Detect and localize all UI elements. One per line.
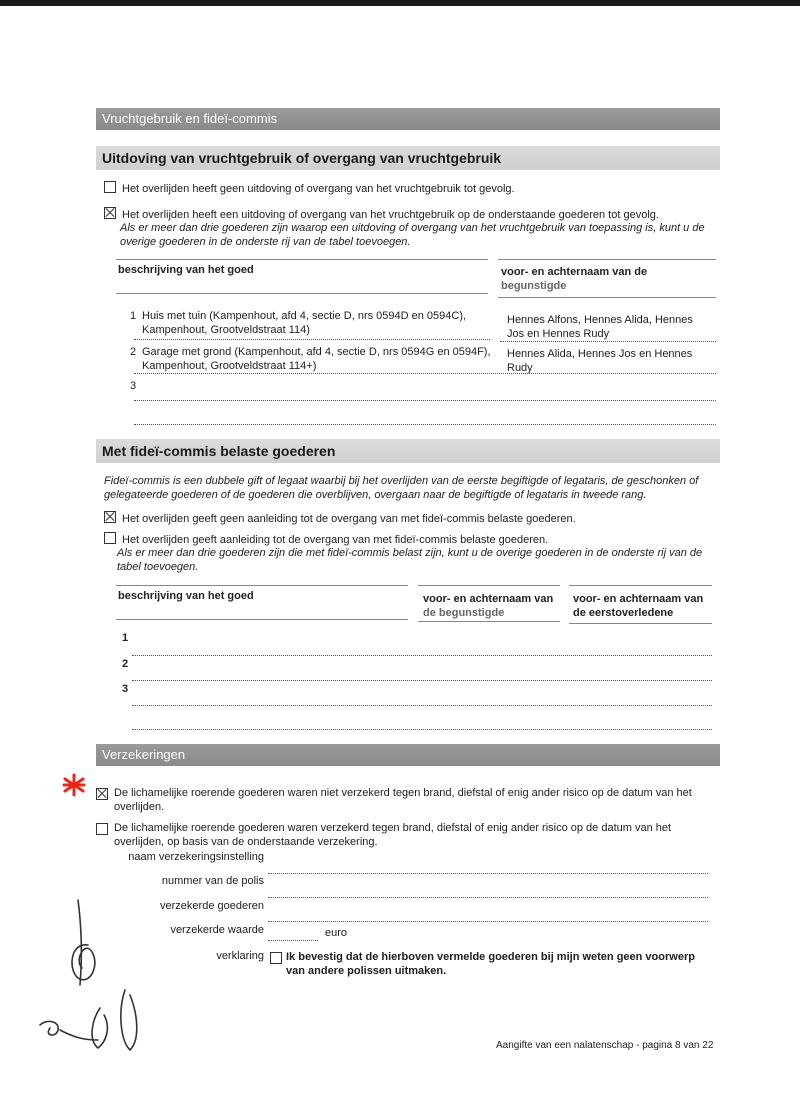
table1-row-num: 2 <box>130 346 137 358</box>
option-niet-verzekerd[interactable]: De lichamelijke roerende goederen waren niet verzekerd tegen brand, diefstal of enig ander risico op de datum van het overlijden. <box>96 786 708 814</box>
table2-col-deceased-header-sub: de eerstoverledene <box>573 607 674 619</box>
table1-row-num: 1 <box>130 310 137 322</box>
subsection-fideicommis: Met fideï-commis belaste goederen <box>96 439 720 463</box>
field-value-label: verzekerde waarde <box>170 924 264 936</box>
table1-col-beneficiary-header-sub: begunstigde <box>501 280 567 292</box>
table2-col-description-header: beschrijving van het goed <box>118 590 254 602</box>
currency-label: euro <box>325 927 348 939</box>
footer-page-info: Aangifte van een nalatenschap - pagina 8 van 22 <box>496 1040 714 1051</box>
checkbox-empty-icon[interactable] <box>270 952 282 964</box>
table1-row1-desc-line1: Huis met tuin (Kampenhout, afd 4, sectie D, nrs 0594D en 0594C), <box>142 310 467 322</box>
table1-row2-desc-line1: Garage met grond (Kampenhout, afd 4, sectie D, nrs 0594G en 0594F), <box>142 346 491 358</box>
asterisk-mark-icon <box>62 773 86 797</box>
handwritten-signature-icon <box>30 890 150 1070</box>
checkbox-empty-icon[interactable] <box>96 823 108 835</box>
checkbox-empty-icon[interactable] <box>104 532 116 544</box>
table1-row2-desc-line2: Kampenhout, Grootveldstraat 114+) <box>142 360 317 372</box>
option-fideicommis[interactable]: Het overlijden geeft aanleiding tot de overgang van met fideï-commis belaste goederen. <box>104 532 724 547</box>
option-geen-uitdoving[interactable]: Het overlijden heeft geen uitdoving of overgang van het vruchtgebruik tot gevolg. <box>104 181 724 196</box>
option-uitdoving[interactable]: Het overlijden heeft een uitdoving of overgang van het vruchtgebruik op de onderstaande goederen tot gevolg. <box>104 207 724 222</box>
table2-row-num: 2 <box>122 658 129 670</box>
checkbox-empty-icon[interactable] <box>104 181 116 193</box>
table2-col-deceased-header: voor- en achternaam van <box>573 593 704 605</box>
section-bar-verzekeringen: Verzekeringen <box>96 744 720 766</box>
field-goods-label: verzekerde goederen <box>160 900 264 912</box>
section-bar-vruchtgebruik: Vruchtgebruik en fideï-commis <box>96 108 720 130</box>
checkbox-checked-icon[interactable] <box>104 511 116 523</box>
option-geen-fideicommis[interactable]: Het overlijden geeft geen aanleiding tot de overgang van met fideï-commis belaste goederen. <box>104 511 724 526</box>
field-value-input[interactable] <box>268 940 318 941</box>
subsection-uitdoving: Uitdoving van vruchtgebruik of overgang van vruchtgebruik <box>96 146 720 170</box>
field-goods-input[interactable] <box>268 921 708 922</box>
table1-col-description-header: beschrijving van het goed <box>118 264 254 276</box>
table2-row-num: 1 <box>122 632 129 644</box>
field-policy-label: nummer van de polis <box>161 875 264 887</box>
declaration-option[interactable]: Ik bevestig dat de hierboven vermelde goederen bij mijn weten geen voorwerp van andere polissen uitmaken. <box>270 950 710 978</box>
option-fideicommis-note: Als er meer dan drie goederen zijn die met fideï-commis belast zijn, kunt u de overige goederen in de onderste rij van de tabel toevoegen. <box>117 547 703 573</box>
field-insurer-label: naam verzekeringsinstelling <box>128 851 264 863</box>
option-wel-verzekerd[interactable]: De lichamelijke roerende goederen waren verzekerd tegen brand, diefstal of enig ander risico op de datum van het overlijden, op basis van de onderstaande verzekering. <box>96 821 708 849</box>
field-policy-input[interactable] <box>268 897 708 898</box>
fideicommis-intro: Fideï-commis is een dubbele gift of legaat waarbij bij het overlijden van de eerste begiftigde of legataris, de geschonken of gelegateerde goederen of de goederen die overblijven, overgaan naar de begiftigde of legataris in tweede rang. <box>104 475 699 501</box>
checkbox-checked-icon[interactable] <box>104 207 116 219</box>
table1-row1-desc-line2: Kampenhout, Grootveldstraat 114) <box>142 324 310 336</box>
table2-col-beneficiary-header: voor- en achternaam van <box>423 593 554 605</box>
declaration-label: verklaring <box>216 950 264 962</box>
table1-row1-name-line1: Hennes Alfons, Hennes Alida, Hennes <box>507 314 693 326</box>
scan-top-edge <box>0 0 800 6</box>
table1-col-beneficiary-header: voor- en achternaam van de <box>501 266 648 278</box>
table2-row-num: 3 <box>122 683 129 695</box>
table2-col-beneficiary-header-sub: de begunstigde <box>423 607 505 619</box>
table1-row2-name-line2: Rudy <box>507 362 533 374</box>
table1-row1-name-line2: Jos en Hennes Rudy <box>507 328 610 340</box>
table1-row-num: 3 <box>130 380 137 392</box>
checkbox-checked-icon[interactable] <box>96 788 108 800</box>
field-insurer-input[interactable] <box>268 873 708 874</box>
option-uitdoving-note: Als er meer dan drie goederen zijn waarop een uitdoving of overgang van het vruchtgebruik van toepassing is, kunt u de overige goederen in de onderste rij van de tabel toevoegen. <box>120 222 705 248</box>
table1-row2-name-line1: Hennes Alida, Hennes Jos en Hennes <box>507 348 693 360</box>
